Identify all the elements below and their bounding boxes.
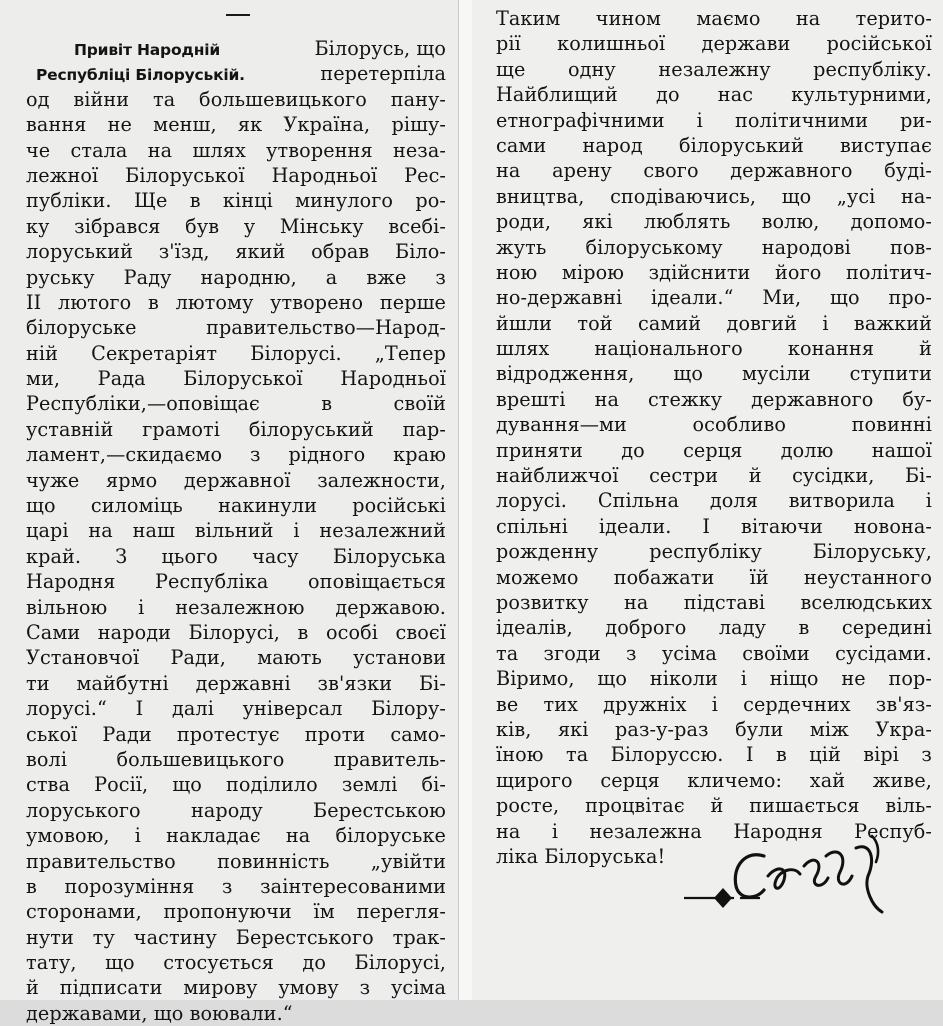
right-column-line: Таким чином маємо на терито-	[496, 7, 932, 30]
left-column-line: що силоміць накинули російські	[26, 494, 446, 518]
right-column-line: рожденну республіку Білоруську,	[496, 540, 932, 564]
right-column-line: приняти до серця долю нашої	[496, 438, 932, 462]
left-column-line: од війни та большевицького пану-	[26, 87, 446, 111]
left-column-line: державами, що воювали.“	[26, 1001, 293, 1025]
right-column-line: етнографічними і політичними ри-	[496, 108, 932, 132]
right-column-line: дування—ми особливо повинні	[496, 413, 932, 437]
left-column-line: й підписати мирову умову з усіма	[26, 976, 446, 1000]
top-separator-rule	[226, 14, 250, 16]
left-column-line: уставній грамоті білоруський пар-	[26, 417, 446, 441]
right-column-line: росте, процвітає й пишається віль-	[496, 794, 932, 818]
right-column-line: можемо побажати їй неустанного	[496, 565, 932, 589]
left-column-line: лорусі.“ І далі універсал Білору-	[26, 697, 446, 721]
left-column-line: Сами народи Білорусі, в особі своєї	[26, 620, 446, 644]
left-column-line: че стала на шлях утворення неза-	[26, 138, 446, 162]
left-column-line: край. З цього часу Білоруська	[26, 544, 446, 568]
left-column-line: правительство повинність „увійти	[26, 849, 446, 873]
left-column-line: лоруського народу Берестською	[26, 798, 446, 822]
left-column-line: руську Раду народню, а вже з	[26, 265, 446, 289]
left-column-line: білоруське правительство—Народ-	[26, 316, 446, 340]
left-first-words: Білорусь, що	[314, 37, 446, 60]
heading-row-1	[26, 36, 446, 61]
right-column-line: лорусі. Спільна доля витворила і	[496, 489, 932, 513]
left-column	[26, 36, 446, 1026]
signature-icon	[676, 826, 896, 922]
right-column-line: спільні ідеали. І вітаючи новона-	[496, 514, 932, 538]
right-column-line: жуть білоруському народові пов-	[496, 235, 932, 259]
right-column-line: йшли той самий довгий і важкий	[496, 311, 932, 335]
left-column-line: ми, Рада Білоруської Народньої	[26, 367, 446, 391]
right-column-line: врешті на стежку державного бу-	[496, 387, 932, 411]
left-column-line: лежної Білоруської Народньої Рес-	[26, 163, 446, 187]
left-column-line: в порозуміння з заінтересованими	[26, 874, 446, 898]
right-column-line: сами народ білоруський виступає	[496, 133, 932, 157]
right-column-line: Найблищий до нас культурними,	[496, 83, 932, 107]
left-column-line: Народня Республіка оповіщається	[26, 570, 446, 594]
left-body-text	[26, 87, 446, 1026]
article-heading-line-1: Привіт Народній	[74, 41, 221, 59]
left-column-line: Установчої Ради, мають установи	[26, 646, 446, 670]
heading-row-2	[26, 61, 446, 86]
left-column-line: ської Ради протестує проти само-	[26, 722, 446, 746]
left-column-line: ІІ лютого в лютому утворено перше	[26, 290, 446, 314]
right-column-line: ще одну незалежну республіку.	[496, 57, 932, 81]
left-column-line: публіки. Ще в кінці минулого ро-	[26, 189, 446, 213]
left-column-line: тату, що стосується до Білорусі,	[26, 951, 446, 975]
right-column-line: на арену свого державного буді-	[496, 159, 932, 183]
right-column-line: вництва, сподіваючись, що „усі на-	[496, 184, 932, 208]
left-column-line: ламент,—скидаємо з рідного краю	[26, 443, 446, 467]
right-column-line: та згоди з усіма своїми сусідами.	[496, 641, 932, 665]
left-column-line: вання не менш, як Україна, рішу-	[26, 113, 446, 137]
right-column-line: рії колишньої держави російської	[496, 32, 932, 56]
right-column-line: на і незалежна Народня Респуб-	[496, 819, 932, 843]
right-column-line: найближчої сестри й сусідки, Бі-	[496, 464, 932, 488]
right-column-line: Віримо, що ніколи і ніщо не пор-	[496, 667, 932, 691]
right-column-line: ліка Білоруська!	[496, 844, 666, 868]
left-column-line: чуже ярмо державної залежности,	[26, 468, 446, 492]
right-column-line: ною мірою здійснити його політич-	[496, 260, 932, 284]
right-column	[496, 6, 932, 869]
left-column-line: ній Секретаріят Білорусі. „Тепер	[26, 341, 446, 365]
left-column-line: лоруський з'їзд, який обрав Біло-	[26, 240, 446, 264]
right-column-line: роди, які люблять волю, допомо-	[496, 210, 932, 234]
right-column-line: розвитку на підставі вселюдських	[496, 590, 932, 614]
left-second-words: перетерпіла	[320, 62, 446, 86]
right-column-line: відродження, що мусіли ступити	[496, 362, 932, 386]
right-column-line: їною та Білоруссю. І в цій вірі з	[496, 743, 932, 767]
left-column-line: ти майбутні державні зв'язки Бі-	[26, 671, 446, 695]
right-column-line: но-державні ідеали.“ Ми, що про-	[496, 286, 932, 310]
article-heading-line-2: Республіці Білоруській.	[36, 66, 245, 85]
left-column-line: ства Росії, що поділило землі бі-	[26, 773, 446, 797]
left-column-line: царі на наш вільний і незалежний	[26, 519, 446, 543]
right-column-line: ідеалів, доброго ладу в середині	[496, 616, 932, 640]
right-column-line: шлях національного конання й	[496, 337, 932, 361]
left-column-line: нути ту частину Берестського трак-	[26, 925, 446, 949]
left-column-line: сторонами, пропонуючи їм перегля-	[26, 900, 446, 924]
left-column-line: волі большевицького правитель-	[26, 747, 446, 771]
right-column-line: ве тих дружніх і сердечних зв'яз-	[496, 692, 932, 716]
left-column-line: умовою, і накладає на білоруське	[26, 824, 446, 848]
left-column-line: Республіки,—оповіщає в своїй	[26, 392, 446, 416]
left-column-line: вільною і незалежною державою.	[26, 595, 446, 619]
right-column-line: ків, які раз-у-раз були між Укра-	[496, 717, 932, 741]
left-column-line: ку зібрався був у Мінську всебі-	[26, 214, 446, 238]
right-column-line: щирого серця кличемо: хай живе,	[496, 768, 932, 792]
right-body-text	[496, 6, 932, 869]
